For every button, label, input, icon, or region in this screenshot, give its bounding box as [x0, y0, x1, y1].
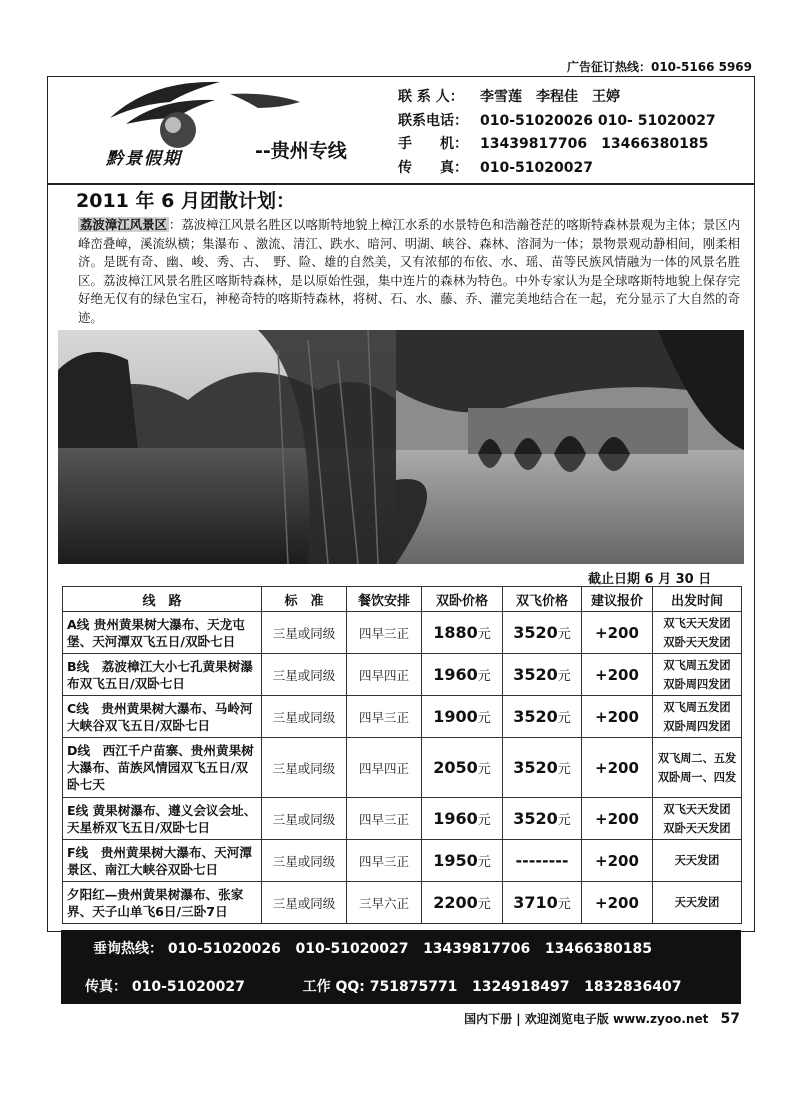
departure-line: 双飞周五发团 [663, 658, 731, 672]
contact-label: 手 机： [398, 136, 468, 152]
route-cell: A线 贵州黄果树大瀑布、天龙屯堡、天河潭双飞五日/双卧七日 [63, 612, 262, 654]
qq-number: 751875771 [369, 979, 458, 995]
table-row [63, 738, 742, 798]
departure-line: 双卧天天发团 [663, 821, 731, 835]
page-footer-text: 国内下册 | 欢迎浏览电子版 www.zyoo.net [464, 1012, 709, 1026]
departure-cell [653, 696, 742, 738]
contact-row [398, 86, 716, 110]
standard-cell: 三星或同级 [262, 738, 347, 798]
sleeper-price-cell [422, 654, 503, 696]
contact-label: 传 真： [398, 159, 468, 176]
meals-cell: 四早三正 [347, 798, 422, 840]
stone-bridge-photo [396, 330, 744, 564]
price-value: 2050 [433, 758, 478, 777]
price-unit: 元 [477, 813, 491, 828]
sleeper-price-cell [422, 738, 503, 798]
table-body [63, 612, 742, 924]
page-footer [464, 1010, 740, 1027]
contact-value: 李雪莲 李程佳 王婷 [480, 89, 620, 105]
sleeper-price-cell [422, 696, 503, 738]
fly-price-cell [503, 654, 582, 696]
fly-price-cell [503, 882, 582, 924]
table-row [63, 612, 742, 654]
departure-cell [653, 840, 742, 882]
table-row [63, 882, 742, 924]
route-table [62, 586, 742, 924]
departure-line: 双卧周四发团 [663, 677, 731, 691]
meals-cell: 四早三正 [347, 696, 422, 738]
price-value: 1950 [433, 851, 478, 870]
contact-row [398, 110, 716, 134]
price-value: 1960 [433, 665, 478, 684]
brand-name: 黔景假期 [106, 149, 182, 169]
price-value: 2200 [433, 893, 478, 912]
suggested-cell: +200 [582, 882, 653, 924]
departure-line: 双飞周二、五发 [657, 751, 737, 765]
contact-footer-bar [61, 930, 741, 1004]
route-cell: E线 黄果树瀑布、遵义会议会址、天星桥双飞五日/双卧七日 [63, 798, 262, 840]
meals-cell: 三早六正 [347, 882, 422, 924]
suggested-cell: +200 [582, 738, 653, 798]
price-unit: 元 [477, 711, 491, 726]
fly-price-cell [503, 798, 582, 840]
price-value: 3520 [513, 809, 558, 828]
fax-number: 010-51020027 [131, 979, 245, 995]
table-row [63, 696, 742, 738]
qq-label: 工作 QQ: [302, 979, 365, 995]
fly-price-cell [503, 840, 582, 882]
qq-number: 1832836407 [584, 979, 682, 995]
fax-label: 传真： [85, 979, 127, 995]
brand-subtitle: --贵州专线 [255, 140, 347, 162]
fly-price-cell [503, 738, 582, 798]
suggested-cell: +200 [582, 798, 653, 840]
standard-cell: 三星或同级 [262, 696, 347, 738]
price-value: 3520 [513, 707, 558, 726]
suggested-cell: +200 [582, 612, 653, 654]
contact-block [398, 86, 716, 180]
price-unit: 元 [477, 897, 491, 912]
scenery-photos [58, 330, 744, 564]
route-cell: B线 荔波樟江大小七孔黄果树瀑布双飞五日/双卧七日 [63, 654, 262, 696]
price-value: 3520 [513, 758, 558, 777]
contact-value: 010-51020027 [480, 159, 593, 176]
price-unit: 元 [557, 627, 571, 642]
table-row [63, 840, 742, 882]
col-sleeper-price: 双卧价格 [422, 587, 503, 612]
meals-cell: 四早三正 [347, 612, 422, 654]
contact-row [398, 157, 716, 181]
standard-cell: 三星或同级 [262, 798, 347, 840]
route-cell: D线 西江千户苗寨、贵州黄果树大瀑布、苗族风情园双飞五日/双卧七天 [63, 738, 262, 798]
contact-label: 联系电话： [398, 112, 468, 129]
departure-cell [653, 738, 742, 798]
route-cell: 夕阳红—贵州黄果树瀑布、张家界、天子山单飞6日/三卧7日 [63, 882, 262, 924]
price-unit: 元 [477, 855, 491, 870]
price-value: 1880 [433, 623, 478, 642]
price-value: 1900 [433, 707, 478, 726]
qq-number: 1324918497 [472, 979, 570, 995]
fax-qq-line [85, 976, 682, 996]
route-cell: C线 贵州黄果树大瀑布、马岭河大峡谷双飞五日/双卧七日 [63, 696, 262, 738]
departure-cell [653, 612, 742, 654]
intro-highlight: 荔波漳江风景区 [80, 217, 167, 232]
page-number: 57 [720, 1011, 740, 1027]
deadline: 截止日期 6 月 30 日 [588, 572, 712, 587]
price-unit: 元 [557, 897, 571, 912]
departure-line: 双卧周一、四发 [657, 770, 737, 784]
price-unit: 元 [477, 627, 491, 642]
table-row [63, 798, 742, 840]
fly-price-cell [503, 612, 582, 654]
price-unit: 元 [557, 813, 571, 828]
col-fly-price: 双飞价格 [503, 587, 582, 612]
departure-cell [653, 654, 742, 696]
header-divider [48, 183, 754, 185]
standard-cell: 三星或同级 [262, 654, 347, 696]
table-row [63, 654, 742, 696]
price-unit: 元 [477, 669, 491, 684]
col-route: 线 路 [63, 587, 262, 612]
intro-paragraph [78, 216, 740, 327]
meals-cell: 四早四正 [347, 738, 422, 798]
contact-label: 联 系 人： [398, 89, 464, 105]
suggested-cell: +200 [582, 840, 653, 882]
price-unit: 元 [557, 762, 571, 777]
price-value: 3520 [513, 665, 558, 684]
departure-line: 天天发团 [674, 896, 720, 909]
price-unit: 元 [557, 711, 571, 726]
plan-title: 2011 年 6 月团散计划： [76, 190, 295, 212]
departure-line: 双飞天天发团 [663, 802, 731, 816]
contact-value: 13439817706 13466380185 [480, 136, 709, 152]
col-departure: 出发时间 [653, 587, 742, 612]
fly-price-cell [503, 696, 582, 738]
departure-cell [653, 798, 742, 840]
suggested-cell: +200 [582, 696, 653, 738]
price-unit: 元 [477, 762, 491, 777]
sleeper-price-cell [422, 798, 503, 840]
hotline-number: 010-51020027 [295, 941, 409, 957]
standard-cell: 三星或同级 [262, 840, 347, 882]
sleeper-price-cell [422, 840, 503, 882]
standard-cell: 三星或同级 [262, 882, 347, 924]
sleeper-price-cell [422, 612, 503, 654]
price-value: 1960 [433, 809, 478, 828]
price-value: 3710 [513, 893, 558, 912]
departure-cell [653, 882, 742, 924]
contact-value: 010-51020026 010- 51020027 [480, 112, 716, 129]
hotline-number: 13439817706 [423, 941, 531, 957]
intro-text: ：荔波樟江风景名胜区以喀斯特地貌上樟江水系的水景特色和浩瀚苍茫的喀斯特森林景观为主体；景区内峰峦叠嶂，溪流纵横；集瀑布 、激流、清江、跌水、暗河、明湖、峡谷、森林、溶洞为一体；景物景观动静相间，刚柔相济。是既有奇、幽、峻、秀、古、 野、险、雄的自然美，又有浓郁的布依、水、瑶、苗等民族风情融为一体的风景名胜区。荔波樟江风景名胜区喀斯特森林，是以原始性强，集中连片的森林为特色。中外专家认为是全球喀斯特地貌上保存完好绝无仅有的绿色宝石，神秘奇特的喀斯特森林，将树、石、水、藤、乔、灌完美地结合在一起，充分显示了大自然的奇迹。 [78, 217, 741, 325]
price-value: -------- [515, 851, 569, 870]
departure-line: 双卧周四发团 [663, 719, 731, 733]
price-value: 3520 [513, 623, 558, 642]
meals-cell: 四早三正 [347, 840, 422, 882]
hotline-line [93, 938, 652, 958]
ad-hotline: 广告征订热线：010-5166 5969 [566, 60, 752, 74]
meals-cell: 四早四正 [347, 654, 422, 696]
departure-line: 天天发团 [674, 854, 720, 867]
hotline-number: 010-51020026 [167, 941, 281, 957]
route-cell: F线 贵州黄果树大瀑布、天河潭景区、南江大峡谷双卧七日 [63, 840, 262, 882]
departure-line: 双卧天天发团 [663, 635, 731, 649]
hotline-label: 垂询热线： [93, 941, 163, 957]
lake-photo [58, 330, 396, 564]
departure-line: 双飞周五发团 [663, 700, 731, 714]
hotline-number: 13466380185 [544, 941, 652, 957]
departure-line: 双飞天天发团 [663, 616, 731, 630]
suggested-cell: +200 [582, 654, 653, 696]
table-header-row [63, 587, 742, 612]
standard-cell: 三星或同级 [262, 612, 347, 654]
col-suggested: 建议报价 [582, 587, 653, 612]
col-meals: 餐饮安排 [347, 587, 422, 612]
sleeper-price-cell [422, 882, 503, 924]
contact-row [398, 133, 716, 157]
col-standard: 标 准 [262, 587, 347, 612]
price-unit: 元 [557, 669, 571, 684]
